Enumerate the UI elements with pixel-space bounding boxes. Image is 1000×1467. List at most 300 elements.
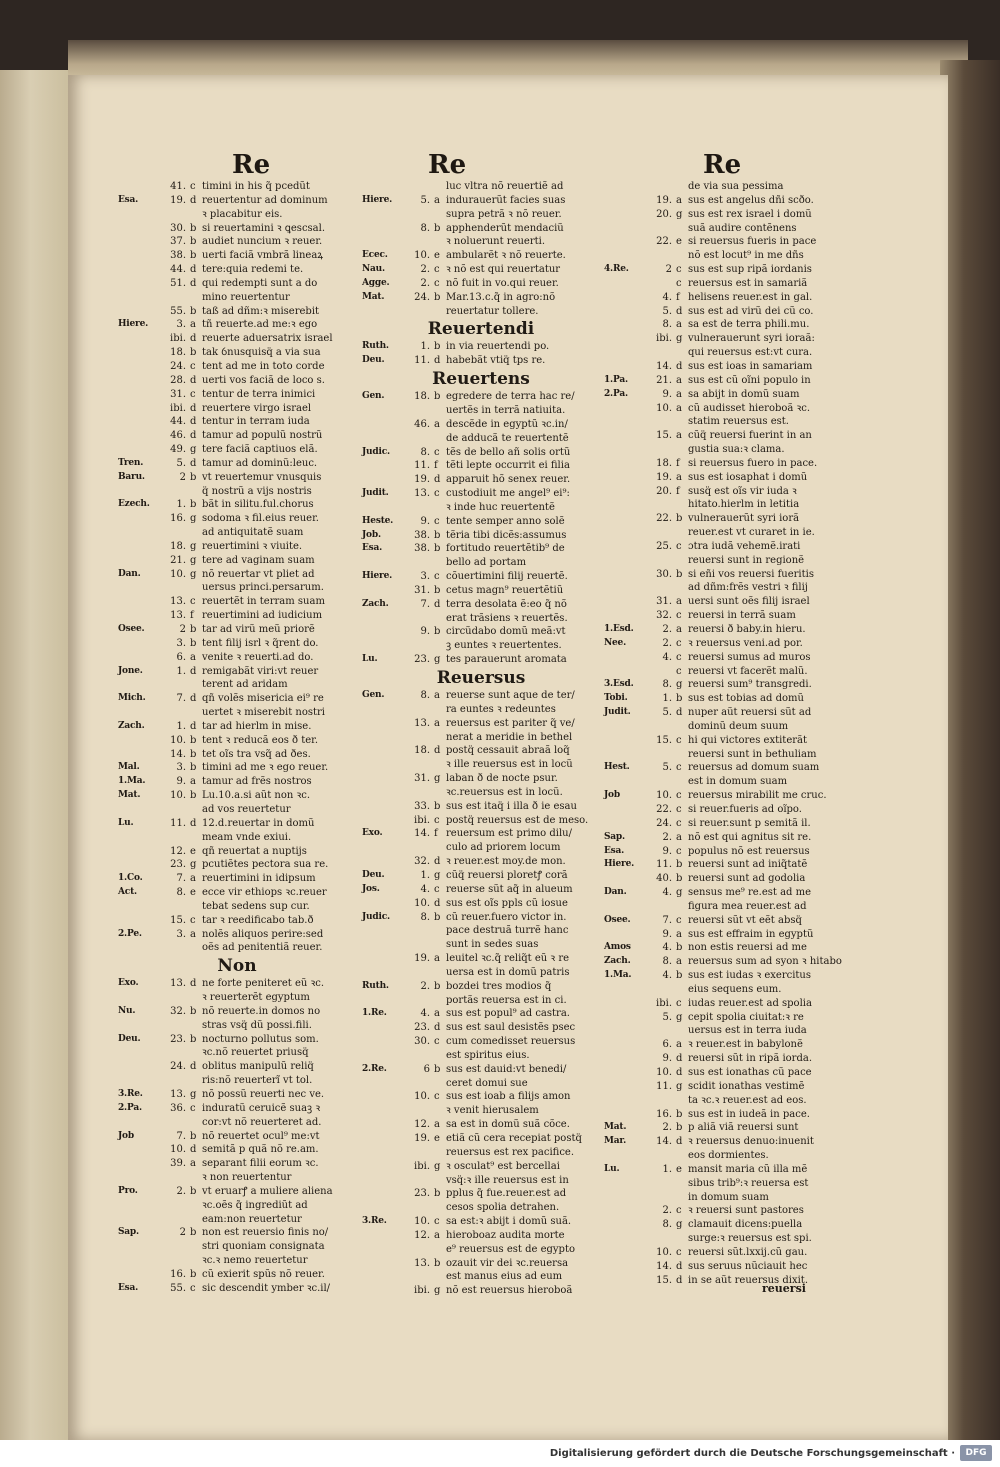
- book-ref: [118, 222, 162, 236]
- chapter-num: 22.: [656, 236, 672, 248]
- entry-line: [362, 515, 600, 529]
- section-letter: [676, 554, 688, 568]
- entry-text: tñ reuerte.ad me:ꝛ ego: [202, 319, 318, 331]
- chapter-num: 4.: [662, 887, 672, 899]
- section-letter: d: [190, 817, 197, 829]
- chapter-num: [406, 208, 434, 222]
- entry-text: Mar.13.c.q̃ in agro:nõ: [446, 291, 556, 303]
- chapter-num: 10.: [170, 734, 186, 746]
- chapter-num: [162, 1213, 190, 1227]
- entry-line: [118, 1046, 356, 1060]
- chapter-num: [162, 706, 190, 720]
- section-letter: c: [434, 883, 440, 895]
- entry-line: [118, 651, 356, 665]
- section-letter: b: [434, 1188, 441, 1200]
- book-ref: [118, 941, 162, 955]
- chapter-num: ibi.: [656, 333, 672, 345]
- section-letter: d: [190, 277, 197, 289]
- chapter-num: 19.: [656, 194, 672, 206]
- book-ref: Job: [118, 1130, 134, 1141]
- chapter-num: [162, 1171, 190, 1185]
- book-ref: [362, 1077, 406, 1091]
- book-ref: [118, 900, 162, 914]
- book-ref: [362, 938, 406, 952]
- section-letter: b: [190, 499, 197, 511]
- chapter-num: 37.: [170, 236, 186, 248]
- text-column-2: [362, 180, 600, 1298]
- entry-line: [362, 459, 600, 473]
- entry-line: [118, 941, 356, 955]
- section-letter: [676, 498, 688, 512]
- book-ref: Hiere.: [362, 571, 393, 582]
- section-letter: b: [434, 911, 441, 923]
- chapter-num: [162, 900, 190, 914]
- chapter-num: [406, 731, 434, 745]
- section-letter: d: [190, 430, 197, 442]
- chapter-num: 38.: [414, 529, 430, 541]
- chapter-num: 44.: [170, 416, 186, 428]
- chapter-num: 10.: [414, 1091, 430, 1103]
- section-letter: a: [676, 624, 682, 635]
- chapter-num: [406, 966, 434, 980]
- entry-text: ꝛ reuersus veni.ad por.: [688, 637, 803, 649]
- book-ref: Job: [604, 790, 620, 801]
- chapter-num: [406, 924, 434, 938]
- chapter-num: 9.: [662, 1053, 672, 1065]
- entry-text: gustia sua:ꝛ clama.: [688, 444, 785, 456]
- section-letter: [434, 1243, 446, 1257]
- chapter-num: 23.: [414, 1188, 430, 1200]
- section-letter: e: [434, 1133, 440, 1144]
- entry-line: [362, 305, 600, 319]
- entry-line: [362, 277, 600, 291]
- book-ref: Hiere.: [604, 859, 635, 870]
- entry-text: p aliã viã reuersi sunt: [688, 1122, 799, 1134]
- entry-line: [118, 222, 356, 236]
- section-letter: d: [190, 416, 197, 428]
- entry-line: [362, 703, 600, 717]
- section-letter: [434, 235, 446, 249]
- entry-text: tamur ad frẽs nostros: [202, 776, 312, 788]
- entry-text: populus nõ est reuersus: [688, 845, 810, 857]
- entry-line: [362, 473, 600, 487]
- entry-line: [118, 1226, 356, 1240]
- chapter-num: 13.: [414, 1257, 430, 1269]
- section-letter: b: [434, 800, 441, 812]
- section-letter: b: [434, 1063, 441, 1075]
- entry-line: [118, 775, 356, 789]
- section-letter: [190, 991, 202, 1005]
- section-letter: [434, 180, 446, 194]
- chapter-num: 19.: [414, 953, 430, 965]
- section-letter: b: [190, 471, 197, 483]
- entry-line: [118, 194, 356, 208]
- section-letter: d: [190, 264, 197, 276]
- chapter-num: 40.: [656, 873, 672, 885]
- chapter-num: 19.: [414, 474, 430, 486]
- entry-text: oẽs ad penitentiã reuer.: [202, 942, 323, 954]
- section-letter: g: [676, 679, 683, 691]
- entry-line: [362, 855, 600, 869]
- chapter-num: 22.: [656, 803, 672, 815]
- entry-text: ꝛ venit hierusalem: [446, 1105, 539, 1117]
- chapter-num: ibi.: [170, 333, 186, 345]
- book-ref: [604, 720, 648, 734]
- entry-text: qui reuersus est:vt cura.: [688, 347, 813, 359]
- entry-line: [118, 443, 356, 457]
- book-ref: [118, 914, 162, 928]
- book-ref: Judic.: [362, 911, 390, 922]
- entry-line: [604, 277, 842, 291]
- section-letter: [434, 432, 446, 446]
- entry-text: tẽs de bello añ solis ortũ: [446, 446, 571, 458]
- entry-line: [604, 1191, 842, 1205]
- entry-line: [118, 235, 356, 249]
- section-letter: b: [190, 624, 197, 635]
- book-ref: 2.Pa.: [118, 1102, 142, 1113]
- entry-line: [604, 1163, 842, 1177]
- chapter-num: [648, 415, 676, 429]
- chapter-num: 15.: [656, 734, 672, 746]
- chapter-num: 32.: [656, 610, 672, 622]
- section-letter: a: [676, 388, 682, 400]
- entry-text: tak ỽnusquisq̈ a via sua: [202, 347, 321, 359]
- entry-line: [604, 858, 842, 872]
- section-letter: a: [676, 374, 682, 386]
- book-ref: [118, 1019, 162, 1033]
- book-ref: [118, 180, 162, 194]
- book-ref: Jos.: [362, 883, 380, 894]
- book-ref: [118, 581, 162, 595]
- entry-text: laban ð de nocte psur.: [446, 773, 558, 785]
- section-letter: c: [676, 762, 682, 774]
- book-ref: [118, 208, 162, 222]
- entry-text: de via sua pessima: [688, 181, 784, 192]
- entry-line: [118, 1157, 356, 1171]
- entry-text: reuersi sunt in regionẽ: [688, 554, 805, 566]
- section-letter: [676, 346, 688, 360]
- section-letter: g: [676, 887, 683, 899]
- entry-line: [604, 914, 842, 928]
- book-ref: [362, 404, 406, 418]
- section-letter: f: [676, 485, 680, 497]
- section-letter: b: [190, 305, 197, 317]
- section-letter: [434, 612, 446, 626]
- entry-line: [604, 748, 842, 762]
- entry-line: [118, 692, 356, 706]
- entry-text: non est reuersio finis no/: [202, 1227, 329, 1239]
- book-ref: Gen.: [362, 690, 385, 700]
- book-ref: [604, 194, 648, 208]
- section-letter: [190, 1116, 202, 1130]
- entry-text: nõ est qui agnitus sit re.: [688, 831, 812, 843]
- chapter-num: 2: [179, 471, 186, 483]
- book-ref: [604, 581, 648, 595]
- entry-line: [118, 388, 356, 402]
- entry-line: [118, 845, 356, 859]
- entry-text: tamur ad dominũ:leuc.: [202, 457, 318, 469]
- section-letter: b: [190, 748, 197, 760]
- entry-line: [604, 180, 842, 194]
- chapter-num: [648, 1232, 676, 1246]
- book-ref: [604, 1108, 648, 1122]
- entry-text: nõ est locut⁹ in me dñs: [688, 250, 804, 262]
- entry-text: uersus est in terra iuda: [688, 1025, 807, 1037]
- entry-text: portãs reuersa est in ci.: [446, 994, 567, 1006]
- section-letter: c: [676, 651, 682, 663]
- book-ref: [604, 1232, 648, 1246]
- section-letter: a: [676, 430, 682, 442]
- book-ref: [362, 966, 406, 980]
- entry-text: ꝛ reuersus denuo:inuenit: [688, 1136, 814, 1148]
- entry-text: sus est iosaphat i domũ: [688, 471, 808, 483]
- chapter-num: ibi.: [656, 997, 672, 1009]
- entry-text: reuertimini ꝛ viuite.: [202, 540, 303, 552]
- entry-line: [604, 1066, 842, 1080]
- entry-line: [118, 208, 356, 222]
- footer-credit: Digitalisierung gefördert durch die Deutsche Forschungsgemeinschaft ·: [549, 1448, 955, 1459]
- chapter-num: 10.: [414, 250, 430, 262]
- chapter-num: 1.: [420, 341, 430, 353]
- entry-line: [118, 761, 356, 775]
- entry-text: uersa est in domũ patris: [446, 966, 570, 978]
- entry-text: reuerte aduersatrix israel: [202, 333, 333, 345]
- entry-line: [118, 471, 356, 485]
- section-letter: a: [434, 690, 440, 701]
- entry-line: [118, 623, 356, 637]
- chapter-num: [406, 180, 434, 194]
- entry-text: sic descendit ymber ꝛc.il/: [202, 1282, 331, 1294]
- entry-line: [118, 748, 356, 762]
- entry-line: [604, 817, 842, 831]
- book-ref: Deu.: [362, 355, 385, 366]
- running-head-3: Re: [703, 150, 742, 180]
- chapter-num: 25.: [656, 540, 672, 552]
- section-letter: c: [676, 845, 682, 857]
- book-ref: Job.: [362, 529, 381, 540]
- book-ref: [604, 734, 648, 748]
- entry-line: [604, 1260, 842, 1274]
- entry-text: ꝛ osculat⁹ est bercellai: [446, 1160, 560, 1172]
- book-ref: [362, 1021, 406, 1035]
- book-ref: [604, 402, 648, 416]
- section-letter: b: [676, 942, 683, 954]
- entry-line: [604, 678, 842, 692]
- chapter-num: [162, 1240, 190, 1254]
- entry-text: custodiuit me angel⁹ ei⁹:: [446, 488, 570, 500]
- entry-text: est manus eius ad eum: [446, 1271, 563, 1283]
- chapter-num: [648, 1149, 676, 1163]
- book-ref: [362, 1035, 406, 1049]
- entry-text: reuersi sũt in ripã iorda.: [688, 1053, 812, 1065]
- entry-text: reuertatur tollere.: [446, 305, 539, 317]
- entry-line: [118, 415, 356, 429]
- entry-line: [118, 568, 356, 582]
- chapter-num: 28.: [170, 374, 186, 386]
- entry-text: apphenderũt mendaciũ: [446, 222, 564, 234]
- entry-line: [118, 1171, 356, 1185]
- section-letter: a: [190, 651, 196, 663]
- entry-line: [604, 360, 842, 374]
- section-letter: [190, 1019, 202, 1033]
- section-letter: c: [676, 540, 682, 552]
- entry-text: suã audire contẽnens: [688, 222, 797, 234]
- section-letter: g: [676, 333, 683, 345]
- chapter-num: [162, 1074, 190, 1088]
- chapter-num: [162, 581, 190, 595]
- chapter-num: 2.: [662, 1205, 672, 1217]
- book-ref: Deu.: [118, 1033, 141, 1044]
- book-ref: [118, 374, 162, 388]
- chapter-num: [406, 639, 434, 653]
- entry-text: reuertẽt in terram suam: [202, 596, 325, 608]
- entry-text: reuersum est primo dilu/: [446, 828, 572, 840]
- entry-line: [118, 1199, 356, 1213]
- entry-text: ꝛc.oẽs q̃ ingrediũt ad: [202, 1199, 308, 1211]
- entry-text: cepit spolia ciuitat:ꝛ re: [688, 1011, 804, 1023]
- section-letter: e: [190, 887, 196, 899]
- entry-text: e⁹ reuersus est de egypto: [446, 1243, 575, 1255]
- chapter-num: 9.: [420, 515, 430, 527]
- entry-line: [118, 1033, 356, 1047]
- entry-line: [362, 625, 600, 639]
- entry-text: descẽde in egyptũ ꝛc.in/: [446, 418, 568, 430]
- entry-line: [118, 457, 356, 471]
- section-letter: [434, 305, 446, 319]
- chapter-num: [162, 941, 190, 955]
- entry-text: sa est de terra phili.mu.: [688, 319, 810, 331]
- book-ref: 3.Esd.: [604, 679, 634, 690]
- entry-line: [362, 1257, 600, 1271]
- chapter-num: [406, 758, 434, 772]
- book-ref: [118, 415, 162, 429]
- section-letter: [434, 731, 446, 745]
- section-letter: b: [434, 584, 441, 596]
- chapter-num: [648, 720, 676, 734]
- book-ref: [362, 1118, 406, 1132]
- section-letter: c: [676, 817, 682, 829]
- entry-text: reuersi vt facerẽt malũ.: [688, 665, 808, 677]
- chapter-num: 31.: [170, 388, 186, 400]
- book-ref: [118, 748, 162, 762]
- chapter-num: 12.: [414, 1229, 430, 1241]
- book-ref: 3.Re.: [118, 1089, 143, 1099]
- entry-text: ꝛ reuer.est in babylonẽ: [688, 1039, 803, 1051]
- entry-line: [604, 485, 842, 499]
- chapter-num: [648, 665, 676, 679]
- chapter-num: [162, 803, 190, 817]
- section-letter: b: [190, 790, 197, 802]
- book-ref: 1.Co.: [118, 873, 143, 884]
- book-ref: [118, 1213, 162, 1227]
- entry-text: qñ reuertat a nuptijs: [202, 845, 307, 857]
- entry-line: [604, 388, 842, 402]
- section-letter: d: [434, 474, 441, 486]
- entry-line: [118, 872, 356, 886]
- entry-text: susq̈ est oĩs vir iuda ꝛ: [688, 485, 797, 497]
- book-ref: Zach.: [604, 956, 631, 967]
- entry-line: [604, 1011, 842, 1025]
- chapter-num: [648, 346, 676, 360]
- book-ref: [362, 473, 406, 487]
- entry-line: [604, 305, 842, 319]
- book-ref: [362, 772, 406, 786]
- book-ref: [362, 744, 406, 758]
- chapter-num: 13.: [170, 1089, 186, 1100]
- entry-line: [362, 1229, 600, 1243]
- chapter-num: 8.: [420, 911, 430, 923]
- book-ref: 1.Ma.: [604, 970, 632, 981]
- chapter-num: 8.: [662, 319, 672, 331]
- chapter-num: [648, 277, 676, 291]
- entry-text: ꝛ ille reuersus est in locũ: [446, 759, 573, 771]
- entry-text: non estis reuersi ad me: [688, 942, 807, 954]
- entry-text: uertẽs in terrã natiuita.: [446, 404, 566, 416]
- entry-text: culo ad priorem locum: [446, 842, 561, 854]
- chapter-num: 15.: [656, 1274, 672, 1286]
- entry-text: erat trãsiens ꝛ reuertẽs.: [446, 612, 568, 624]
- entry-line: [604, 1121, 842, 1135]
- section-letter: [190, 1254, 202, 1268]
- entry-text: tent ꝛ reducã eos ð ter.: [202, 734, 319, 746]
- section-letter: b: [190, 734, 197, 746]
- entry-line: [604, 609, 842, 623]
- entry-line: [604, 775, 842, 789]
- section-letter: d: [676, 1067, 683, 1078]
- section-letter: a: [434, 717, 440, 729]
- entry-text: audiet nuncium ꝛ reuer.: [202, 236, 323, 248]
- entry-line: [604, 346, 842, 360]
- book-ref: [362, 432, 406, 446]
- page-edge: [68, 40, 968, 80]
- entry-line: [118, 914, 356, 928]
- book-ref: [118, 706, 162, 720]
- facing-left-page: [0, 70, 68, 1440]
- book-ref: [604, 346, 648, 360]
- book-ref: Mat.: [604, 1122, 627, 1133]
- section-letter: c: [676, 264, 682, 276]
- entry-line: [604, 1094, 842, 1108]
- entry-text: ra euntes ꝛ redeuntes: [446, 703, 556, 715]
- entry-text: ꝛ reuersi sunt pastores: [688, 1205, 804, 1217]
- chapter-num: [162, 1046, 190, 1060]
- entry-text: circũdabo domũ meã:vt: [446, 626, 566, 638]
- chapter-num: 10.: [414, 897, 430, 909]
- book-ref: [118, 734, 162, 748]
- chapter-num: 1.: [662, 693, 672, 705]
- entry-text: reuertere virgo israel: [202, 402, 312, 414]
- section-letter: b: [190, 222, 197, 234]
- entry-line: [604, 1135, 842, 1149]
- book-ref: [604, 928, 648, 942]
- chapter-num: [406, 1077, 434, 1091]
- entry-line: [604, 415, 842, 429]
- section-letter: b: [190, 1227, 197, 1239]
- section-letter: c: [434, 264, 440, 276]
- entry-line: [118, 900, 356, 914]
- entry-text: sus est dauid:vt benedi/: [446, 1063, 567, 1075]
- chapter-num: 11.: [414, 355, 430, 367]
- text-column-1: [118, 180, 356, 1296]
- entry-text: luc vltra nõ reuertiẽ ad: [446, 181, 564, 192]
- chapter-num: 16.: [170, 513, 186, 525]
- entry-line: [118, 346, 356, 360]
- book-ref: [118, 402, 162, 416]
- entry-line: [362, 340, 600, 354]
- entry-text: postq̈ reuersus est de meso.: [446, 814, 589, 826]
- entry-line: [118, 485, 356, 499]
- entry-text: tent ad me in toto corde: [202, 360, 325, 372]
